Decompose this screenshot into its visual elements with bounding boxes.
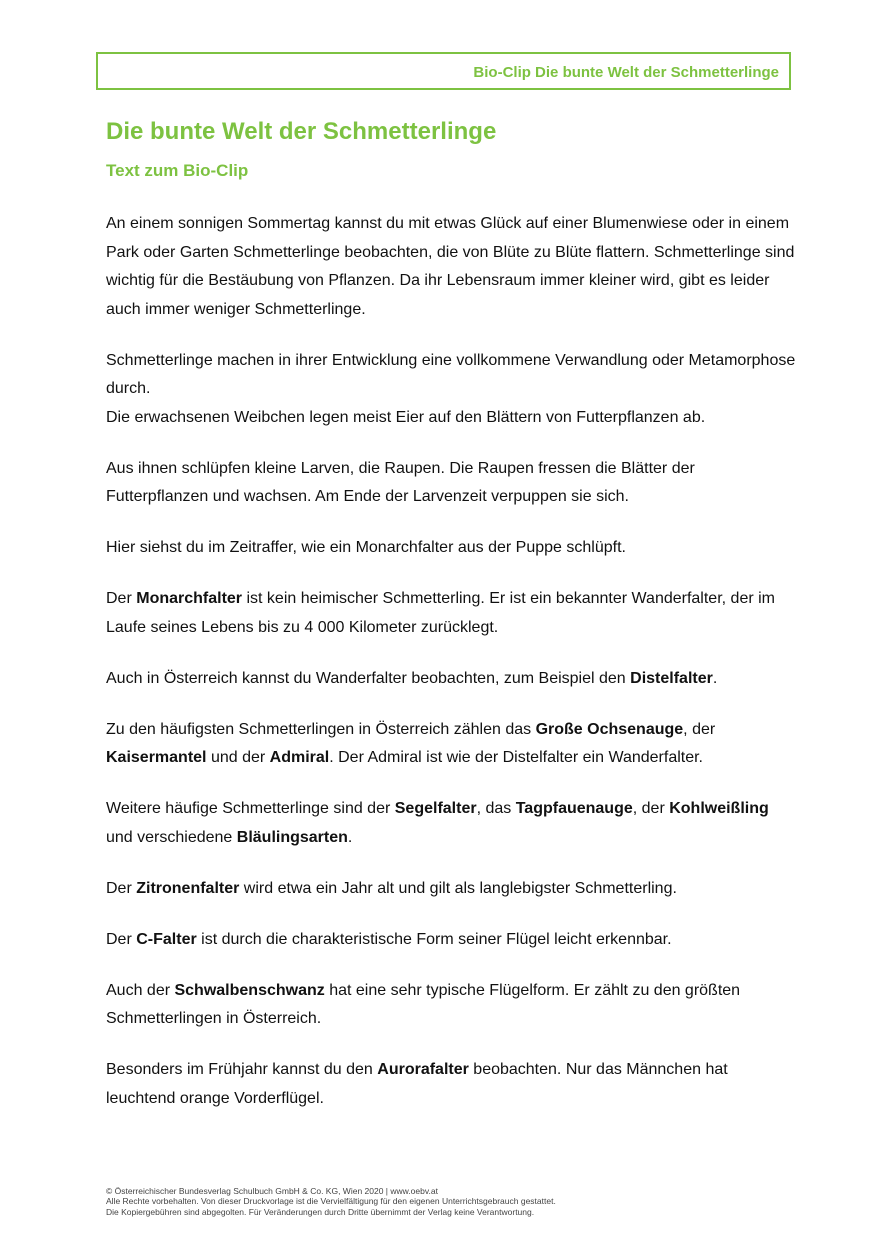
text-segment: Aus ihnen schlüpfen kleine Larven, die Raupen. Die Raupen fressen die Blätter der Futterpflanzen und wachsen. Am Ende der Larvenzeit verpuppen sie sich. — [106, 459, 695, 505]
footer — [106, 1186, 556, 1217]
bold-term: Segelfalter — [394, 800, 477, 817]
text-segment: Der — [106, 930, 137, 948]
text-segment: hat eine sehr typische Flügelform. Er zählt zu den größten Schmetterlingen in Österreich. — [106, 981, 741, 1027]
text-segment: . Der Admiral ist wie der Distelfalter ein Wanderfalter. — [329, 749, 703, 766]
page-title: Die bunte Welt der Schmetterlinge — [106, 118, 497, 145]
bold-term: C-Falter — [136, 930, 197, 948]
text-segment: ist kein heimischer Schmetterling. Er ist ein bekannter Wanderfalter, der im Laufe seines Lebens bis zu 4 000 Kilometer zurücklegt. — [106, 590, 775, 636]
text-segment: , der — [683, 720, 716, 738]
text-segment: und der — [206, 749, 270, 766]
text-segment: Die erwachsenen Weibchen legen meist Eier auf den Blättern von Futterpflanzen ab. — [106, 408, 706, 426]
bold-term: Distelfalter — [630, 669, 713, 687]
text-segment: . — [712, 669, 718, 687]
bold-term: Aurorafalter — [377, 1061, 469, 1078]
footer-disclaimer: Die Kopiergebühren sind abgegolten. Für Veränderungen durch Dritte übernimmt der Verlag keine Verantwortung. — [106, 1206, 535, 1217]
header-box — [96, 52, 791, 90]
bold-term: Große Ochsenauge — [535, 720, 684, 738]
text-segment: An einem sonnigen Sommertag kannst du mit etwas Glück auf einer Blumenwiese oder in einem Park oder Garten Schmetterlinge beobachten, die von Blüte zu Blüte flattern. Schmetterlinge sind wichtig für die Bestäubung von Pflanzen. Da ihr Lebensraum immer kleiner wird, gibt es leider auch immer weniger Schmetterlinge. — [106, 215, 795, 318]
paragraph — [106, 585, 796, 642]
paragraph — [106, 875, 796, 904]
text-segment: Besonders im Frühjahr kannst du den — [106, 1061, 378, 1078]
text-segment: . — [347, 828, 353, 846]
bold-term: Bläulingsarten — [236, 828, 348, 846]
text-segment: Weitere häufige Schmetterlinge sind der — [106, 800, 395, 817]
text-segment: Der — [106, 879, 137, 897]
text-segment: wird etwa ein Jahr alt und gilt als langlebigster Schmetterling. — [239, 879, 677, 897]
text-segment: und verschiedene — [106, 828, 237, 846]
paragraph — [106, 716, 796, 773]
bold-term: Admiral — [269, 749, 330, 766]
paragraph — [106, 795, 796, 852]
paragraph — [106, 347, 796, 433]
paragraph — [106, 977, 796, 1034]
text-segment: Auch in Österreich kannst du Wanderfalter beobachten, zum Beispiel den — [106, 669, 631, 687]
page-subtitle: Text zum Bio-Clip — [106, 161, 249, 180]
text-segment: Der — [106, 590, 137, 607]
paragraph — [106, 926, 796, 955]
text-segment: beobachten. Nur das Männchen hat leuchtend orange Vorderflügel. — [106, 1061, 728, 1107]
bold-term: Kohlweißling — [669, 800, 769, 817]
paragraph — [106, 665, 796, 694]
footer-rights: Alle Rechte vorbehalten. Von dieser Druckvorlage ist die Vervielfältigung für den eigenen Unterrichtsgebrauch gestattet. — [106, 1196, 556, 1207]
body-text — [106, 210, 796, 1136]
bold-term: Monarchfalter — [136, 590, 243, 607]
bold-term: Zitronenfalter — [136, 879, 240, 897]
bold-term: Tagpfauenauge — [515, 800, 633, 817]
text-segment: Hier siehst du im Zeitraffer, wie ein Monarchfalter aus der Puppe schlüpft. — [106, 539, 626, 556]
paragraph — [106, 1056, 796, 1113]
text-segment: , der — [632, 800, 670, 817]
text-segment: Zu den häufigsten Schmetterlingen in Österreich zählen das — [106, 720, 536, 738]
text-segment: , das — [476, 800, 516, 817]
header-title: Bio-Clip Die bunte Welt der Schmetterlinge — [473, 64, 779, 81]
paragraph — [106, 455, 796, 512]
text-segment: ist durch die charakteristische Form seiner Flügel leicht erkennbar. — [196, 930, 672, 948]
bold-term: Kaisermantel — [106, 749, 207, 766]
bold-term: Schwalbenschwanz — [174, 981, 325, 999]
paragraph — [106, 534, 796, 563]
footer-copyright: © Österreichischer Bundesverlag Schulbuch GmbH & Co. KG, Wien 2020 | www.oebv.at — [106, 1186, 438, 1196]
text-segment: Schmetterlinge machen in ihrer Entwicklung eine vollkommene Verwandlung oder Metamorphose durch. — [106, 351, 796, 397]
text-segment: Auch der — [106, 981, 175, 999]
paragraph — [106, 210, 796, 324]
